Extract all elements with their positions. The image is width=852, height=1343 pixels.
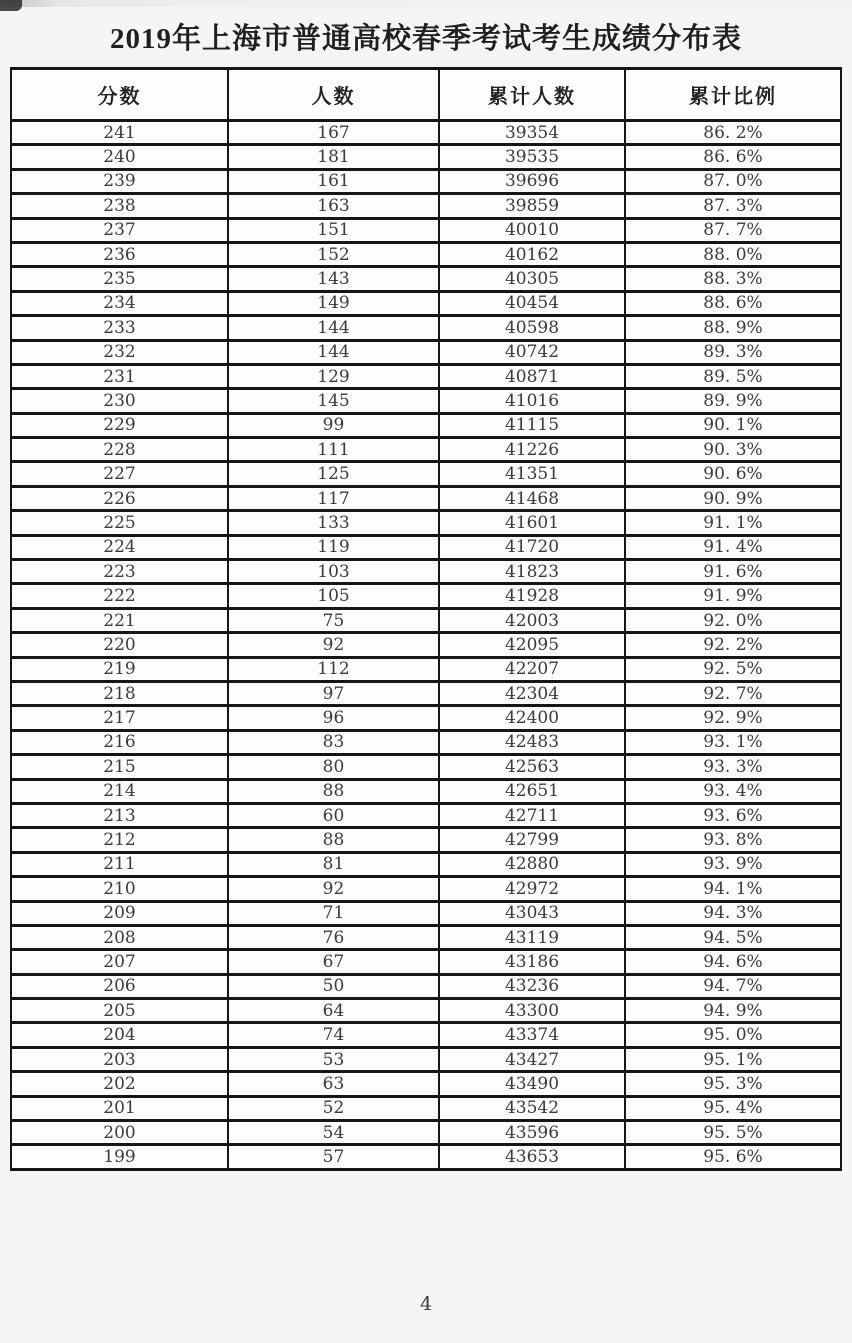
score-cell: 235 (11, 267, 228, 291)
table-row (11, 438, 841, 462)
count-cell: 145 (228, 389, 439, 413)
cumulative-percent-cell: 88. 6% (625, 291, 841, 315)
table-row (11, 681, 841, 705)
table-row (11, 803, 841, 827)
cumulative-percent-cell: 92. 5% (625, 657, 841, 681)
count-cell: 125 (228, 462, 439, 486)
cumulative-percent-cell: 94. 6% (625, 950, 841, 974)
table-row (11, 730, 841, 754)
count-cell: 83 (228, 730, 439, 754)
cumulative-count-cell: 43186 (439, 950, 625, 974)
cumulative-count-cell: 40871 (439, 364, 625, 388)
score-cell: 201 (11, 1096, 228, 1120)
cumulative-percent-cell: 88. 0% (625, 242, 841, 266)
score-cell: 210 (11, 877, 228, 901)
count-cell: 99 (228, 413, 439, 437)
count-cell: 54 (228, 1121, 439, 1145)
cumulative-count-cell: 42563 (439, 755, 625, 779)
score-cell: 239 (11, 169, 228, 193)
table-row (11, 1096, 841, 1120)
cumulative-percent-cell: 89. 9% (625, 389, 841, 413)
table-row (11, 1023, 841, 1047)
cumulative-count-cell: 41226 (439, 438, 625, 462)
cumulative-count-cell: 43542 (439, 1096, 625, 1120)
score-cell: 230 (11, 389, 228, 413)
count-cell: 161 (228, 169, 439, 193)
cumulative-percent-cell: 95. 0% (625, 1023, 841, 1047)
cumulative-count-cell: 41928 (439, 584, 625, 608)
count-cell: 112 (228, 657, 439, 681)
cumulative-count-cell: 42880 (439, 852, 625, 876)
cumulative-count-cell: 40598 (439, 316, 625, 340)
table-row (11, 925, 841, 949)
cumulative-percent-cell: 90. 1% (625, 413, 841, 437)
count-cell: 92 (228, 633, 439, 657)
cumulative-count-cell: 43427 (439, 1047, 625, 1071)
cumulative-count-cell: 42972 (439, 877, 625, 901)
cumulative-count-cell: 41115 (439, 413, 625, 437)
cumulative-count-cell: 43236 (439, 974, 625, 998)
table-row (11, 1047, 841, 1071)
table-row (11, 267, 841, 291)
cumulative-percent-cell: 90. 6% (625, 462, 841, 486)
cumulative-percent-cell: 92. 9% (625, 706, 841, 730)
score-cell: 233 (11, 316, 228, 340)
score-distribution-table (10, 67, 842, 1171)
score-cell: 222 (11, 584, 228, 608)
table-row (11, 413, 841, 437)
cumulative-percent-cell: 93. 3% (625, 755, 841, 779)
count-cell: 117 (228, 486, 439, 510)
table-row (11, 608, 841, 632)
count-cell: 133 (228, 511, 439, 535)
header-cumulative-percent: 累计比例 (625, 69, 841, 121)
table-row (11, 316, 841, 340)
header-score: 分数 (11, 69, 228, 121)
count-cell: 167 (228, 121, 439, 145)
count-cell: 74 (228, 1023, 439, 1047)
score-cell: 207 (11, 950, 228, 974)
table-row (11, 242, 841, 266)
score-cell: 208 (11, 925, 228, 949)
cumulative-percent-cell: 95. 5% (625, 1121, 841, 1145)
score-cell: 231 (11, 364, 228, 388)
score-cell: 219 (11, 657, 228, 681)
table-row (11, 974, 841, 998)
score-cell: 229 (11, 413, 228, 437)
score-cell: 200 (11, 1121, 228, 1145)
count-cell: 151 (228, 218, 439, 242)
cumulative-percent-cell: 94. 7% (625, 974, 841, 998)
cumulative-count-cell: 41351 (439, 462, 625, 486)
table-row (11, 145, 841, 169)
cumulative-count-cell: 41601 (439, 511, 625, 535)
score-cell: 223 (11, 560, 228, 584)
table-row (11, 706, 841, 730)
count-cell: 129 (228, 364, 439, 388)
cumulative-count-cell: 43374 (439, 1023, 625, 1047)
cumulative-count-cell: 41720 (439, 535, 625, 559)
score-cell: 211 (11, 852, 228, 876)
score-cell: 220 (11, 633, 228, 657)
score-cell: 215 (11, 755, 228, 779)
table-row (11, 194, 841, 218)
table-row (11, 389, 841, 413)
score-cell: 218 (11, 681, 228, 705)
count-cell: 152 (228, 242, 439, 266)
header-cumulative-count: 累计人数 (439, 69, 625, 121)
table-row (11, 877, 841, 901)
table-header-row (11, 69, 841, 121)
cumulative-percent-cell: 90. 3% (625, 438, 841, 462)
cumulative-count-cell: 41016 (439, 389, 625, 413)
cumulative-percent-cell: 92. 0% (625, 608, 841, 632)
score-cell: 237 (11, 218, 228, 242)
cumulative-percent-cell: 89. 5% (625, 364, 841, 388)
table-row (11, 462, 841, 486)
scan-artifact-strip (0, 0, 852, 7)
cumulative-count-cell: 42483 (439, 730, 625, 754)
count-cell: 181 (228, 145, 439, 169)
cumulative-count-cell: 40454 (439, 291, 625, 315)
table-row (11, 779, 841, 803)
count-cell: 71 (228, 901, 439, 925)
cumulative-count-cell: 39535 (439, 145, 625, 169)
cumulative-count-cell: 42003 (439, 608, 625, 632)
cumulative-percent-cell: 87. 3% (625, 194, 841, 218)
cumulative-percent-cell: 93. 6% (625, 803, 841, 827)
score-cell: 204 (11, 1023, 228, 1047)
table-row (11, 633, 841, 657)
cumulative-percent-cell: 86. 6% (625, 145, 841, 169)
score-cell: 214 (11, 779, 228, 803)
cumulative-percent-cell: 93. 9% (625, 852, 841, 876)
cumulative-percent-cell: 90. 9% (625, 486, 841, 510)
count-cell: 149 (228, 291, 439, 315)
score-cell: 238 (11, 194, 228, 218)
table-row (11, 511, 841, 535)
score-cell: 225 (11, 511, 228, 535)
cumulative-percent-cell: 87. 0% (625, 169, 841, 193)
cumulative-percent-cell: 92. 7% (625, 681, 841, 705)
count-cell: 103 (228, 560, 439, 584)
count-cell: 64 (228, 999, 439, 1023)
cumulative-count-cell: 43119 (439, 925, 625, 949)
score-cell: 209 (11, 901, 228, 925)
table-row (11, 1121, 841, 1145)
cumulative-percent-cell: 88. 3% (625, 267, 841, 291)
count-cell: 60 (228, 803, 439, 827)
cumulative-percent-cell: 91. 9% (625, 584, 841, 608)
cumulative-count-cell: 39354 (439, 121, 625, 145)
cumulative-percent-cell: 94. 3% (625, 901, 841, 925)
cumulative-percent-cell: 94. 9% (625, 999, 841, 1023)
cumulative-percent-cell: 88. 9% (625, 316, 841, 340)
score-cell: 240 (11, 145, 228, 169)
cumulative-count-cell: 41468 (439, 486, 625, 510)
cumulative-percent-cell: 94. 5% (625, 925, 841, 949)
cumulative-count-cell: 41823 (439, 560, 625, 584)
page-number: 4 (419, 1293, 433, 1315)
score-cell: 212 (11, 828, 228, 852)
cumulative-count-cell: 42400 (439, 706, 625, 730)
cumulative-percent-cell: 91. 4% (625, 535, 841, 559)
score-cell: 236 (11, 242, 228, 266)
score-cell: 241 (11, 121, 228, 145)
table-row (11, 486, 841, 510)
table-row (11, 218, 841, 242)
table-row (11, 852, 841, 876)
cumulative-percent-cell: 95. 3% (625, 1072, 841, 1096)
cumulative-count-cell: 43490 (439, 1072, 625, 1096)
cumulative-percent-cell: 89. 3% (625, 340, 841, 364)
cumulative-count-cell: 40305 (439, 267, 625, 291)
count-cell: 53 (228, 1047, 439, 1071)
cumulative-count-cell: 42304 (439, 681, 625, 705)
table-row (11, 340, 841, 364)
score-cell: 234 (11, 291, 228, 315)
count-cell: 144 (228, 316, 439, 340)
count-cell: 163 (228, 194, 439, 218)
cumulative-count-cell: 42651 (439, 779, 625, 803)
cumulative-percent-cell: 95. 4% (625, 1096, 841, 1120)
table-row (11, 121, 841, 145)
count-cell: 143 (228, 267, 439, 291)
cumulative-count-cell: 40742 (439, 340, 625, 364)
cumulative-count-cell: 40162 (439, 242, 625, 266)
table-row (11, 950, 841, 974)
cumulative-percent-cell: 93. 8% (625, 828, 841, 852)
count-cell: 75 (228, 608, 439, 632)
cumulative-count-cell: 42095 (439, 633, 625, 657)
count-cell: 88 (228, 828, 439, 852)
score-cell: 227 (11, 462, 228, 486)
cumulative-count-cell: 42799 (439, 828, 625, 852)
cumulative-percent-cell: 95. 1% (625, 1047, 841, 1071)
count-cell: 76 (228, 925, 439, 949)
cumulative-percent-cell: 94. 1% (625, 877, 841, 901)
count-cell: 96 (228, 706, 439, 730)
table-row (11, 535, 841, 559)
score-cell: 206 (11, 974, 228, 998)
table-row (11, 755, 841, 779)
cumulative-percent-cell: 95. 6% (625, 1145, 841, 1169)
table-row (11, 999, 841, 1023)
score-cell: 232 (11, 340, 228, 364)
cumulative-percent-cell: 87. 7% (625, 218, 841, 242)
score-cell: 205 (11, 999, 228, 1023)
score-cell: 221 (11, 608, 228, 632)
cumulative-percent-cell: 93. 4% (625, 779, 841, 803)
cumulative-count-cell: 39859 (439, 194, 625, 218)
count-cell: 111 (228, 438, 439, 462)
count-cell: 88 (228, 779, 439, 803)
cumulative-percent-cell: 91. 6% (625, 560, 841, 584)
count-cell: 67 (228, 950, 439, 974)
score-cell: 199 (11, 1145, 228, 1169)
score-cell: 216 (11, 730, 228, 754)
count-cell: 50 (228, 974, 439, 998)
count-cell: 97 (228, 681, 439, 705)
cumulative-count-cell: 42207 (439, 657, 625, 681)
count-cell: 105 (228, 584, 439, 608)
count-cell: 144 (228, 340, 439, 364)
cumulative-count-cell: 42711 (439, 803, 625, 827)
score-cell: 213 (11, 803, 228, 827)
count-cell: 63 (228, 1072, 439, 1096)
cumulative-percent-cell: 93. 1% (625, 730, 841, 754)
table-row (11, 291, 841, 315)
score-cell: 224 (11, 535, 228, 559)
table-row (11, 1145, 841, 1169)
score-cell: 203 (11, 1047, 228, 1071)
scan-artifact-smudge (0, 0, 22, 11)
table-row (11, 1072, 841, 1096)
count-cell: 81 (228, 852, 439, 876)
table-row (11, 169, 841, 193)
cumulative-percent-cell: 91. 1% (625, 511, 841, 535)
count-cell: 52 (228, 1096, 439, 1120)
cumulative-count-cell: 40010 (439, 218, 625, 242)
cumulative-count-cell: 39696 (439, 169, 625, 193)
header-count: 人数 (228, 69, 439, 121)
table-row (11, 828, 841, 852)
count-cell: 57 (228, 1145, 439, 1169)
table-row (11, 901, 841, 925)
score-cell: 202 (11, 1072, 228, 1096)
table-row (11, 657, 841, 681)
cumulative-count-cell: 43596 (439, 1121, 625, 1145)
count-cell: 80 (228, 755, 439, 779)
count-cell: 119 (228, 535, 439, 559)
page-title: 2019年上海市普通高校春季考试考生成绩分布表 (109, 23, 742, 55)
table-row (11, 584, 841, 608)
score-cell: 217 (11, 706, 228, 730)
score-cell: 228 (11, 438, 228, 462)
table-body (11, 121, 841, 1170)
count-cell: 92 (228, 877, 439, 901)
cumulative-count-cell: 43300 (439, 999, 625, 1023)
table-row (11, 364, 841, 388)
cumulative-percent-cell: 86. 2% (625, 121, 841, 145)
cumulative-count-cell: 43653 (439, 1145, 625, 1169)
table-row (11, 560, 841, 584)
score-cell: 226 (11, 486, 228, 510)
cumulative-percent-cell: 92. 2% (625, 633, 841, 657)
cumulative-count-cell: 43043 (439, 901, 625, 925)
